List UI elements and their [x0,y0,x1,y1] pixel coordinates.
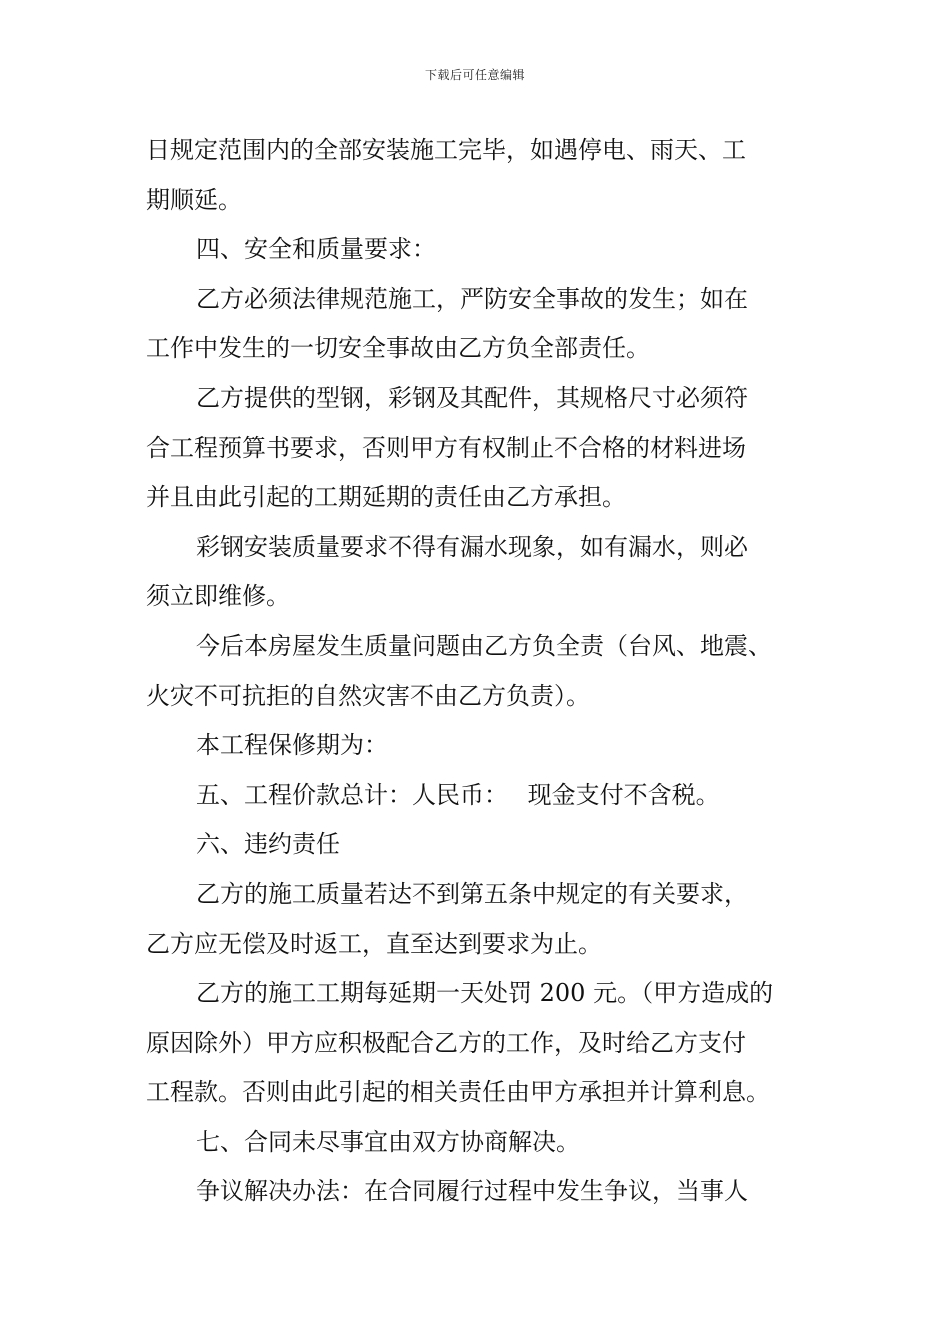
text-line: 争议解决办法：在合同履行过程中发生争议，当事人 [196,1177,748,1206]
text-line: 工程款。否则由此引起的相关责任由甲方承担并计算利息。 [146,1078,770,1107]
text-line: 期顺延。 [146,185,242,214]
text-line: 乙方必须法律规范施工，严防安全事故的发生；如在 [196,284,748,313]
text-line: 乙方的施工工期每延期一天处罚 200 元。（甲方造成的 [196,979,774,1008]
section-heading: 五、工程价款总计：人民币： 现金支付不含税。 [196,780,720,809]
text-line: 并且由此引起的工期延期的责任由乙方承担。 [146,483,626,512]
document-body [146,126,808,1217]
text-line: 今后本房屋发生质量问题由乙方负全责（台风、地震、 [196,631,772,660]
text-line: 彩钢安装质量要求不得有漏水现象，如有漏水，则必 [196,532,748,561]
page-header-note: 下载后可任意编辑 [424,68,525,82]
text-line: 乙方提供的型钢，彩钢及其配件，其规格尺寸必须符 [196,383,748,412]
section-heading: 四、安全和质量要求： [196,235,436,264]
text-line: 乙方的施工质量若达不到第五条中规定的有关要求， [196,879,748,908]
text-line: 工作中发生的一切安全事故由乙方负全部责任。 [146,334,650,363]
section-heading: 六、违约责任 [196,830,340,859]
text-line: 合工程预算书要求，否则甲方有权制止不合格的材料进场 [146,433,746,462]
text-line: 乙方应无偿及时返工，直至达到要求为止。 [146,929,602,958]
text-line: 本工程保修期为： [196,731,388,760]
section-heading: 七、合同未尽事宜由双方协商解决。 [196,1127,580,1156]
text-line: 原因除外）甲方应积极配合乙方的工作，及时给乙方支付 [146,1028,746,1057]
text-line: 日规定范围内的全部安装施工完毕，如遇停电、雨天、工 [146,136,746,164]
text-line: 火灾不可抗拒的自然灾害不由乙方负责）。 [146,681,590,710]
text-line: 须立即维修。 [146,582,290,611]
